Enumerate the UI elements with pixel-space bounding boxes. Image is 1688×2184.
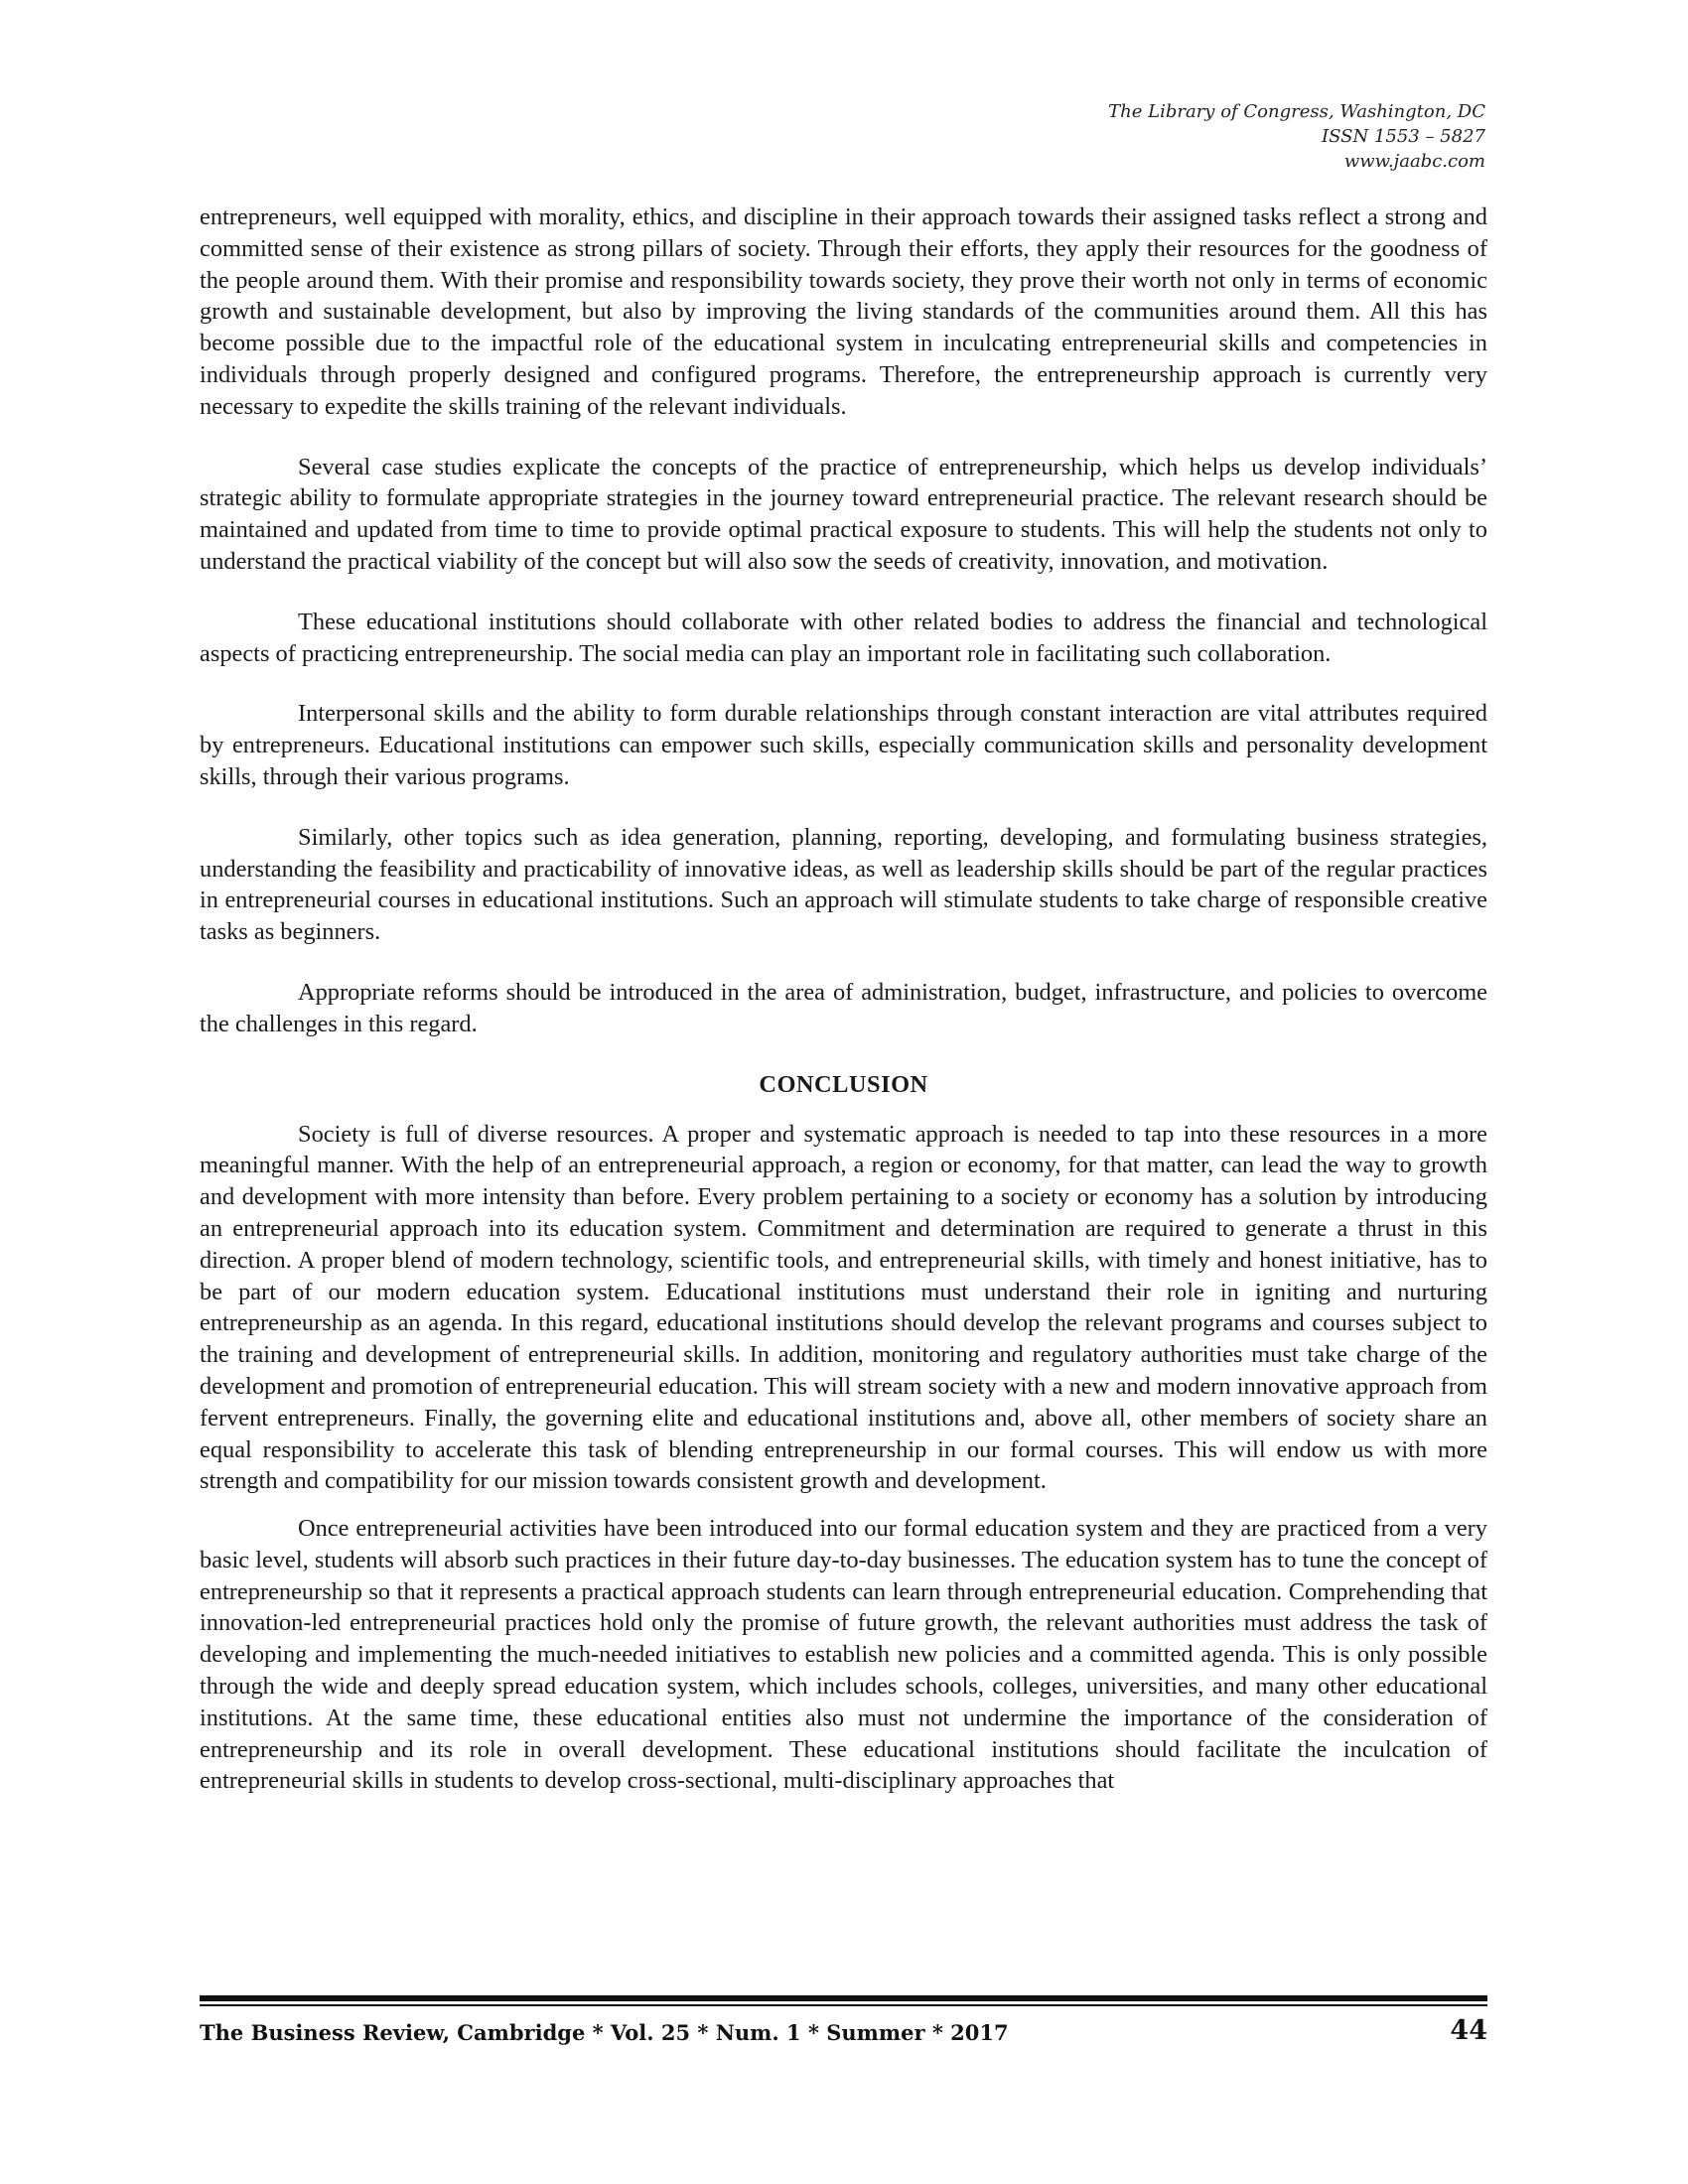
footer-rule-thin bbox=[200, 2004, 1487, 2006]
paragraph-conclusion-society: Society is full of diverse resources. A proper and systematic approach is needed to tap into these resources in a more meaningful manner. With the help of an entrepreneurial approach, a region or economy, for that matter, can lead the way to growth and development with more intensity than before. Every problem pertaining to a society or economy has a solution by introducing an entrepreneurial approach into its education system. Commitment and determination are required to generate a thrust in this direction. A proper blend of modern technology, scientific tools, and entrepreneurial skills, with timely and honest initiative, has to be part of our modern education system. Educational institutions must understand their role in igniting and nurturing entrepreneurship as an agenda. In this regard, educational institutions should develop the relevant programs and courses subject to the training and development of entrepreneurial skills. In addition, monitoring and regulatory authorities must take charge of the development and promotion of entrepreneurial education. This will stream society with a new and modern innovative approach from fervent entrepreneurs. Finally, the governing elite and educational institutions and, above all, other members of society share an equal responsibility to accelerate this task of blending entrepreneurship in our formal courses. This will endow us with more strength and compatibility for our mission towards consistent growth and development. bbox=[200, 1120, 1487, 1495]
running-header bbox=[1108, 99, 1485, 174]
paragraph-conclusion-activities: Once entrepreneurial activities have been introduced into our formal education system and they are practiced from a very basic level, students will absorb such practices in their future day-to-day businesses. The education system has to tune the concept of entrepreneurship so that it represents a practical approach students can learn through entrepreneurial education. Comprehending that innovation-led entrepreneurial practices hold only the promise of future growth, the relevant authorities must address the task of developing and implementing the much-needed initiatives to establish new policies and a committed agenda. This is only possible through the wide and deeply spread education system, which includes schools, colleges, universities, and many other educational institutions. At the same time, these educational entities also must not undermine the importance of the consideration of entrepreneurship and its role in overall development. These educational institutions should facilitate the inculcation of entrepreneurial skills in students to develop cross-sectional, multi-disciplinary approaches that bbox=[200, 1515, 1487, 1795]
paragraph-reforms: Appropriate reforms should be introduced in the area of administration, budget, infrastructure, and policies to overcome the challenges in this regard. bbox=[200, 978, 1487, 1037]
paragraph-topics: Similarly, other topics such as idea generation, planning, reporting, developing, and formulating business strategies, understanding the feasibility and practicability of innovative ideas, as well as leadership skills should be part of the regular practices in entrepreneurial courses in educational institutions. Such an approach will stimulate students to take charge of responsible creative tasks as beginners. bbox=[200, 823, 1487, 946]
article-body bbox=[200, 202, 1487, 1826]
paragraph-collaboration: These educational institutions should collaborate with other related bodies to address the financial and technological aspects of practicing entrepreneurship. The social media can play an important role in facilitating such collaboration. bbox=[200, 608, 1487, 667]
paragraph-continued: entrepreneurs, well equipped with morality, ethics, and discipline in their approach towards their assigned tasks reflect a strong and committed sense of their existence as strong pillars of society. Through their efforts, they apply their resources for the goodness of the people around them. With their promise and responsibility towards society, they prove their worth not only in terms of economic growth and sustainable development, but also by improving the living standards of the communities around them. All this has become possible due to the impactful role of the educational system in inculcating entrepreneurial skills and competencies in individuals through properly designed and configured programs. Therefore, the entrepreneurship approach is currently very necessary to expedite the skills training of the relevant individuals. bbox=[200, 204, 1487, 420]
conclusion-heading: CONCLUSION bbox=[759, 1070, 928, 1098]
footer-rule-thick bbox=[200, 1995, 1487, 2001]
header-website: www.jaabc.com bbox=[1343, 151, 1485, 172]
header-issn: ISSN 1553 – 5827 bbox=[1322, 126, 1485, 147]
header-library: The Library of Congress, Washington, DC bbox=[1108, 101, 1485, 122]
page-number: 44 bbox=[1450, 2015, 1487, 2046]
footer-journal-citation: The Business Review, Cambridge * Vol. 25 * Num. 1 * Summer * 2017 bbox=[200, 2020, 1009, 2045]
paragraph-interpersonal: Interpersonal skills and the ability to form durable relationships through constant interaction are vital attributes required by entrepreneurs. Educational institutions can empower such skills, especially communication skills and personality development skills, through their various programs. bbox=[200, 700, 1487, 790]
paragraph-case-studies: Several case studies explicate the concepts of the practice of entrepreneurship, which helps us develop individuals’ strategic ability to formulate appropriate strategies in the journey toward entrepreneurial practice. The relevant research should be maintained and updated from time to time to provide optimal practical exposure to students. This will help the students not only to understand the practical viability of the concept but will also sow the seeds of creativity, innovation, and motivation. bbox=[200, 453, 1487, 575]
